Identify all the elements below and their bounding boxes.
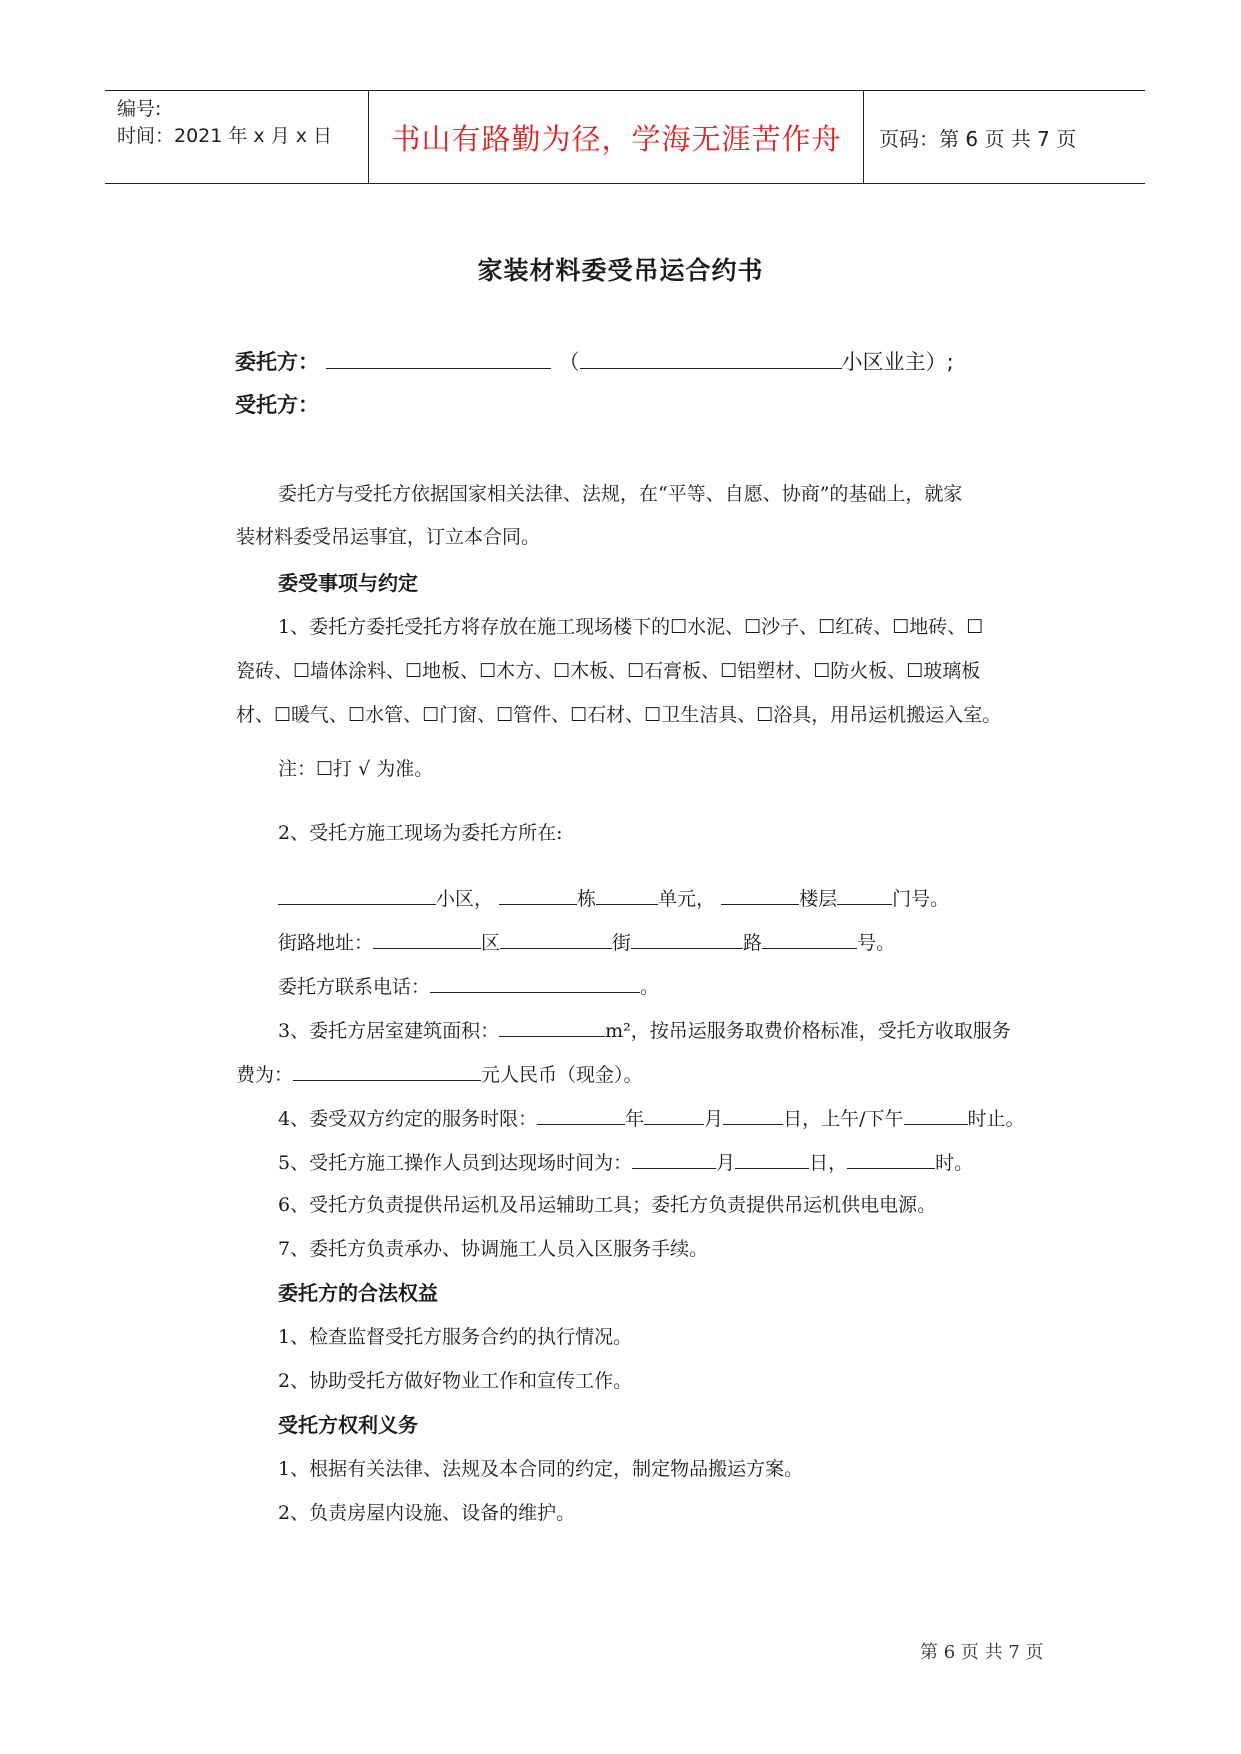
road-label: 路: [743, 932, 763, 954]
street-line: [278, 928, 895, 956]
item3-line-2: [236, 1060, 643, 1088]
page-footer: 第 6 页 共 7 页: [920, 1642, 1044, 1663]
month-blank[interactable]: [644, 1104, 704, 1125]
area-label: 3、委托方居室建筑面积：: [278, 1020, 500, 1042]
item1-line-2: 瓷砖、☐墙体涂料、☐地板、☐木方、☐木板、☐石膏板、☐铝塑材、☐防火板、☐玻璃板: [236, 660, 981, 682]
intro-line-1: 委托方与受托方依据国家相关法律、法规，在“平等、自愿、协商”的基础上，就家: [278, 483, 963, 505]
arrival-month-blank[interactable]: [632, 1148, 716, 1169]
phone-end: 。: [640, 976, 660, 998]
phone-label: 委托方联系电话：: [278, 976, 431, 998]
hour-end-label: 时止。: [967, 1108, 1025, 1130]
serial-label: 编号:: [117, 98, 162, 120]
arrival-hour-blank[interactable]: [847, 1148, 935, 1169]
client-right-1: 1、检查监督受托方服务合约的执行情况。: [278, 1326, 633, 1348]
area-blank[interactable]: [499, 1016, 605, 1037]
number-label: 号。: [857, 932, 896, 954]
item7: 7、委托方负责承办、协调施工人员入区服务手续。: [278, 1238, 709, 1260]
floor-blank[interactable]: [721, 884, 799, 905]
client-mid: （: [558, 350, 580, 374]
service-period-label: 4、委受双方约定的服务时限：: [278, 1108, 538, 1130]
arrival-day-label: 日，: [809, 1152, 848, 1174]
address-line: [278, 884, 949, 912]
section-heading-entrusted-matters: 委受事项与约定: [278, 571, 418, 595]
item5-line: [278, 1148, 973, 1176]
door-label: 门号。: [892, 888, 950, 910]
item1-line-1: 1、委托方委托受托方将存放在施工现场楼下的☐水泥、☐沙子、☐红砖、☐地砖、☐: [278, 616, 984, 638]
fee-blank[interactable]: [293, 1060, 481, 1081]
fee-unit-text: 元人民币（现金）。: [481, 1064, 643, 1086]
door-blank[interactable]: [837, 884, 892, 905]
street-blank[interactable]: [500, 928, 612, 949]
area-unit-text: m²，按吊运服务取费价格标准，受托方收取服务: [605, 1020, 1011, 1042]
arrival-label: 5、受托方施工操作人员到达现场时间为：: [278, 1152, 633, 1174]
unit-label: 单元，: [658, 888, 716, 910]
header-motto: 书山有路勤为径，学海无涯苦作舟: [370, 91, 864, 183]
client-name-blank[interactable]: [326, 348, 551, 369]
item6: 6、受托方负责提供吊运机及吊运辅助工具；委托方负责提供吊运机供电电源。: [278, 1194, 937, 1216]
client-right-2: 2、协助受托方做好物业工作和宣传工作。: [278, 1370, 633, 1392]
building-label: 栋: [577, 888, 597, 910]
phone-line: [278, 972, 659, 1000]
day-ampm-label: 日，上午/下午: [783, 1108, 904, 1130]
agent-duty-1: 1、根据有关法律、法规及本合同的约定，制定物品搬运方案。: [278, 1458, 804, 1480]
building-blank[interactable]: [499, 884, 577, 905]
section-heading-agent-duties: 受托方权利义务: [278, 1413, 418, 1437]
unit-blank[interactable]: [596, 884, 658, 905]
header-page-code: 页码：第 6 页 共 7 页: [879, 126, 1077, 151]
phone-blank[interactable]: [430, 972, 640, 993]
item2-site: 2、受托方施工现场为委托方所在:: [278, 822, 563, 844]
hour-blank[interactable]: [904, 1104, 968, 1125]
item4-line: [278, 1104, 1025, 1132]
year-blank[interactable]: [537, 1104, 625, 1125]
arrival-month-label: 月: [716, 1152, 736, 1174]
road-blank[interactable]: [631, 928, 743, 949]
arrival-hour-label: 时。: [935, 1152, 974, 1174]
month-label: 月: [704, 1108, 724, 1130]
street-label: 街路地址：: [278, 932, 374, 954]
number-blank[interactable]: [762, 928, 857, 949]
document-title: 家装材料委受吊运合约书: [477, 256, 764, 285]
check-note: 注：☐打 √ 为准。: [278, 758, 434, 780]
item3-line-1: [278, 1016, 1011, 1044]
street-name-label: 街: [612, 932, 632, 954]
agent-duty-2: 2、负责房屋内设施、设备的维护。: [278, 1502, 576, 1524]
client-community-blank[interactable]: [580, 348, 842, 369]
client-label: 委托方：: [235, 350, 319, 374]
time-label: 时间：2021 年 x 月 x 日: [117, 125, 333, 147]
header-meta: [105, 91, 369, 183]
district-label: 区: [481, 932, 501, 954]
community-label: 小区，: [436, 888, 494, 910]
page-header: [105, 90, 1145, 184]
fee-label: 费为：: [236, 1064, 294, 1086]
year-label: 年: [625, 1108, 645, 1130]
intro-line-2: 装材料委受吊运事宜，订立本合同。: [236, 526, 541, 548]
section-heading-client-rights: 委托方的合法权益: [278, 1281, 438, 1305]
district-blank[interactable]: [373, 928, 481, 949]
item1-line-3: 材、☐暖气、☐水管、☐门窗、☐管件、☐石材、☐卫生洁具、☐浴具，用吊运机搬运入室。: [236, 704, 1002, 726]
floor-label: 楼层: [799, 888, 838, 910]
agent-label: 受托方：: [235, 393, 319, 417]
day-blank[interactable]: [723, 1104, 783, 1125]
client-end: 小区业主）;: [841, 350, 954, 374]
community-blank[interactable]: [278, 884, 436, 905]
arrival-day-blank[interactable]: [735, 1148, 809, 1169]
client-line: [235, 348, 954, 375]
